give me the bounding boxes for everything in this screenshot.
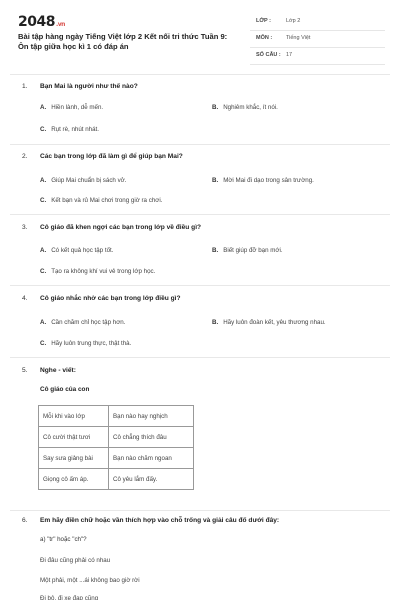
poem-table <box>38 405 194 490</box>
document-title: Bài tập hàng ngày Tiếng Việt lớp 2 Kết nối tri thức Tuần 9: Ôn tập giữa học kì 1 có đáp án <box>18 32 228 51</box>
poem-line: Cô chẳng thích đâu <box>109 427 194 448</box>
answer-option[interactable] <box>212 104 278 111</box>
question-number: 3. <box>22 224 28 231</box>
question-text: Em hãy điền chữ hoặc vần thích hợp vào chỗ trống và giải câu đố dưới đây: <box>40 517 280 524</box>
option-letter: B. <box>212 104 219 111</box>
poem-line: Bạn nào hay nghịch <box>109 406 194 427</box>
question-text: Bạn Mai là người như thế nào? <box>40 83 138 90</box>
poem-line: Bạn nào chăm ngoan <box>109 448 194 469</box>
riddle-line: Đi bộ, đi xe đạp cũng <box>40 595 99 600</box>
meta-row-count <box>250 49 385 65</box>
option-text: Biết giúp đỡ bạn mới. <box>223 247 283 254</box>
meta-label: SỐ CÂU : <box>256 52 281 58</box>
meta-label: MÔN : <box>256 35 273 41</box>
meta-panel <box>250 15 385 66</box>
divider <box>10 357 390 358</box>
poem-line: Say sưa giảng bài <box>39 448 109 469</box>
meta-value: Lớp 2 <box>286 18 301 24</box>
meta-value: Tiếng Việt <box>286 35 311 41</box>
poem-line: Giọng cô ấm áp. <box>39 469 109 490</box>
option-text: Mời Mai đi dạo trong sân trường. <box>223 177 314 184</box>
option-letter: B. <box>212 247 219 254</box>
answer-option[interactable] <box>40 197 162 204</box>
answer-option[interactable] <box>40 104 103 111</box>
option-letter: A. <box>40 177 47 184</box>
option-letter: C. <box>40 340 47 347</box>
option-letter: B. <box>212 177 219 184</box>
divider <box>10 214 390 215</box>
logo-suffix: .vn <box>55 21 65 28</box>
option-letter: A. <box>40 247 47 254</box>
option-text: Kết bạn và rủ Mai chơi trong giờ ra chơi. <box>51 197 163 204</box>
poem-line: Mỗi khi vào lớp <box>39 406 109 427</box>
answer-option[interactable] <box>40 340 131 347</box>
answer-option[interactable] <box>40 319 125 326</box>
meta-row-class <box>250 15 385 31</box>
exercise-part: a) "tr" hoặc "ch"? <box>40 536 87 543</box>
answer-option[interactable] <box>40 247 113 254</box>
riddle-line: Đi đâu cũng phải có nhau <box>40 557 111 564</box>
logo-text: 2048 <box>18 14 55 30</box>
riddle-line: Một phải, một ...ái không bao giờ rời <box>40 577 140 584</box>
poem-row <box>39 427 194 448</box>
divider <box>10 144 390 145</box>
poem-title: Cô giáo của con <box>40 386 90 393</box>
answer-option[interactable] <box>40 126 99 133</box>
divider <box>10 285 390 286</box>
option-text: Cần chăm chỉ học tập hơn. <box>51 319 126 326</box>
meta-row-subject <box>250 32 385 48</box>
option-text: Hiền lành, dễ mến. <box>51 104 104 111</box>
option-letter: C. <box>40 268 47 275</box>
question-text: Cô giáo nhắc nhở các bạn trong lớp điều gì? <box>40 295 181 302</box>
poem-line: Cô yêu lắm đấy. <box>109 469 194 490</box>
question-number: 5. <box>22 367 28 374</box>
divider <box>10 74 390 75</box>
question-number: 1. <box>22 83 28 90</box>
meta-label: LỚP : <box>256 18 271 24</box>
poem-row <box>39 469 194 490</box>
poem-row <box>39 448 194 469</box>
question-number: 2. <box>22 153 28 160</box>
option-text: Giúp Mai chuẩn bị sách vở. <box>51 177 127 184</box>
site-logo[interactable] <box>18 14 65 30</box>
option-letter: A. <box>40 319 47 326</box>
poem-row <box>39 406 194 427</box>
question-text: Cô giáo đã khen ngợi các bạn trong lớp về điều gì? <box>40 224 202 231</box>
question-text: Nghe - viết: <box>40 367 76 374</box>
option-text: Hãy luôn đoàn kết, yêu thương nhau. <box>223 319 326 326</box>
answer-option[interactable] <box>212 247 283 254</box>
answer-option[interactable] <box>40 268 155 275</box>
divider <box>10 510 390 511</box>
option-text: Có kết quả học tập tốt. <box>51 247 114 254</box>
question-number: 4. <box>22 295 28 302</box>
option-text: Hãy luôn trung thực, thật thà. <box>51 340 132 347</box>
option-letter: C. <box>40 126 47 133</box>
page-header <box>0 0 400 70</box>
answer-option[interactable] <box>212 177 314 184</box>
answer-option[interactable] <box>212 319 326 326</box>
question-text: Các bạn trong lớp đã làm gì để giúp bạn Mai? <box>40 153 183 160</box>
poem-line: Cô cười thật tươi <box>39 427 109 448</box>
option-letter: B. <box>212 319 219 326</box>
option-text: Nghiêm khắc, ít nói. <box>223 104 278 111</box>
option-text: Tạo ra không khí vui vẻ trong lớp học. <box>51 268 156 275</box>
option-letter: C. <box>40 197 47 204</box>
option-letter: A. <box>40 104 47 111</box>
answer-option[interactable] <box>40 177 126 184</box>
option-text: Rụt rè, nhút nhát. <box>51 126 99 133</box>
question-number: 6. <box>22 517 28 524</box>
meta-value: 17 <box>286 52 293 58</box>
